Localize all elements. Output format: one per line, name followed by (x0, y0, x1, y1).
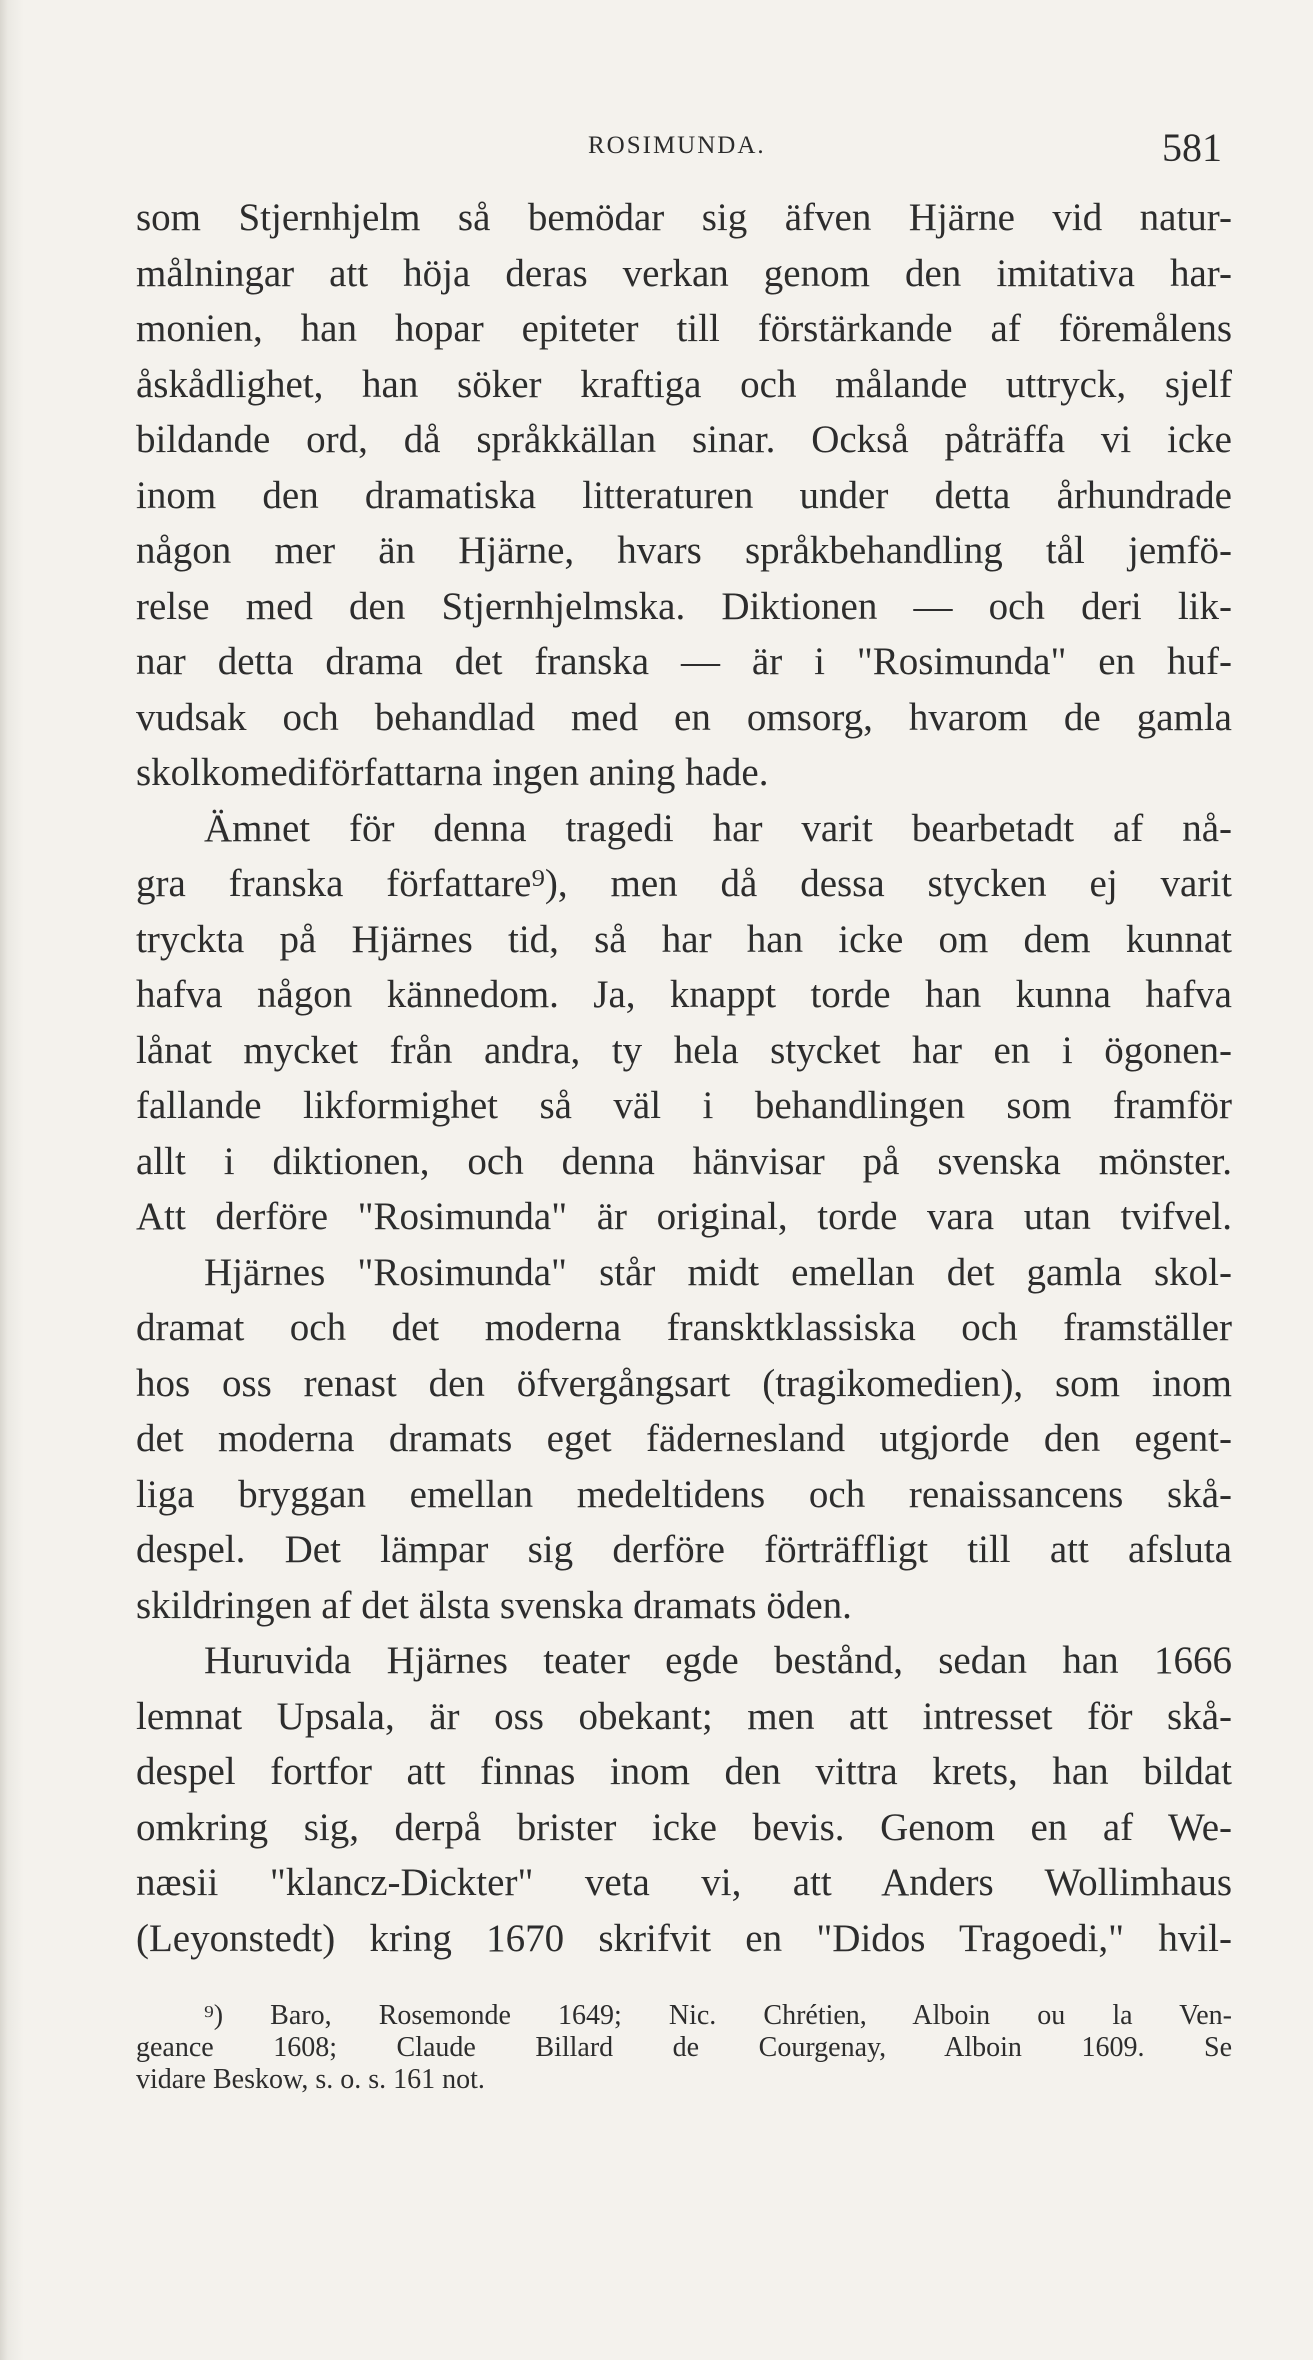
text-line: Huruvida Hjärnes teater egde bestånd, sedan han 1666 (204, 1639, 1232, 1682)
text-line: nar detta drama det franska — är i "Rosimunda" en huf- (136, 640, 1232, 683)
text-line: despel. Det lämpar sig derföre förträffligt till att afsluta (136, 1528, 1232, 1571)
text-line: relse med den Stjernhjelmska. Diktionen — och deri lik- (136, 584, 1232, 628)
text-line: hafva någon kännedom. Ja, knappt torde han kunna hafva (136, 973, 1232, 1016)
text-line: liga bryggan emellan medeltidens och renaissancens skå- (136, 1472, 1232, 1516)
body-text (136, 190, 1232, 1966)
text-line: Hjärnes "Rosimunda" står midt emellan det gamla skol- (204, 1250, 1232, 1294)
text-line: Ämnet för denna tragedi har varit bearbetadt af nå- (204, 806, 1232, 850)
text-line: gra franska författare⁹), men då dessa stycken ej varit (136, 862, 1232, 905)
text-line: despel fortfor att finnas inom den vittra krets, han bildat (136, 1750, 1232, 1793)
text-line: åskådlighet, han söker kraftiga och målande uttryck, sjelf (136, 362, 1232, 406)
text-line: det moderna dramats eget fädernesland utgjorde den egent- (136, 1417, 1232, 1460)
text-line: monien, han hopar epiteter till förstärkande af föremålens (136, 307, 1232, 350)
footnote-line: ⁹) Baro, Rosemonde 1649; Nic. Chrétien, Alboin ou la Ven- (204, 2000, 1232, 2031)
text-line: målningar att höja deras verkan genom den imitativa har- (136, 251, 1232, 295)
text-line: vudsak och behandlad med en omsorg, hvarom de gamla (136, 695, 1232, 739)
footnote-line: geance 1608; Claude Billard de Courgenay, Alboin 1609. Se (136, 2032, 1232, 2063)
text-line: dramat och det moderna fransktklassiska och framställer (136, 1306, 1232, 1349)
text-line: skildringen af det älsta svenska dramats öden. (136, 1583, 852, 1627)
text-line: lånat mycket från andra, ty hela stycket har en i ögonen- (136, 1028, 1232, 1072)
text-line: bildande ord, då språkkällan sinar. Också påträffa vi icke (136, 418, 1232, 461)
text-line: tryckta på Hjärnes tid, så har han icke om dem kunnat (136, 917, 1232, 961)
text-line: inom den dramatiska litteraturen under detta århundrade (136, 473, 1232, 517)
page-number: 581 (1162, 125, 1222, 170)
text-line: lemnat Upsala, är oss obekant; men att intresset för skå- (136, 1694, 1232, 1738)
text-line: fallande likformighet så väl i behandlingen som framför (136, 1084, 1232, 1127)
text-line: hos oss renast den öfvergångsart (tragikomedien), som inom (136, 1361, 1232, 1405)
footnote-line: vidare Beskow, s. o. s. 161 not. (136, 2064, 485, 2095)
text-line: skolkomediförfattarna ingen aning hade. (136, 751, 769, 794)
text-line: Att derföre "Rosimunda" är original, torde vara utan tvifvel. (136, 1195, 1232, 1238)
footnotes (136, 2000, 1232, 2096)
text-line: någon mer än Hjärne, hvars språkbehandling tål jemfö- (136, 529, 1232, 572)
running-title: ROSIMUNDA. (588, 132, 766, 159)
text-line: omkring sig, derpå brister icke bevis. Genom en af We- (136, 1805, 1232, 1849)
text-line: allt i diktionen, och denna hänvisar på svenska mönster. (136, 1139, 1232, 1183)
text-line: næsii "klancz-Dickter" veta vi, att Anders Wollimhaus (136, 1861, 1232, 1904)
text-line: (Leyonstedt) kring 1670 skrifvit en "Didos Tragoedi," hvil- (136, 1916, 1232, 1960)
text-line: som Stjernhjelm så bemödar sig äfven Hjärne vid natur- (136, 196, 1232, 239)
page-header (0, 125, 1313, 182)
